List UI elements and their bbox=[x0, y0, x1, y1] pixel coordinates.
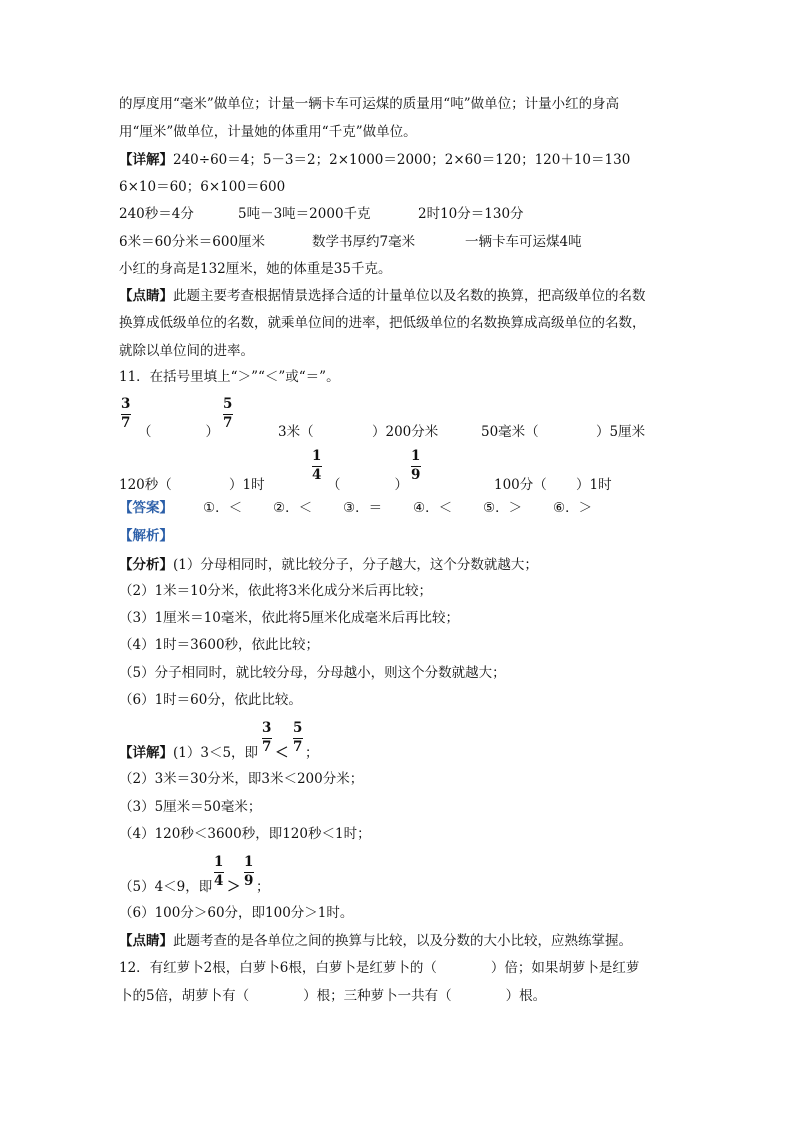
semicolon: ； bbox=[305, 745, 319, 761]
question-12-line: 12．有红萝卜2根，白萝卜6根，白萝卜是红萝卜的（ ）倍；如果胡萝卜是红萝 bbox=[119, 960, 640, 976]
fraction-numerator: 1 bbox=[244, 854, 254, 870]
answer-item: ④．＜ bbox=[413, 500, 453, 516]
detail-line: （2）3米＝30分米，即3米＜200分米； bbox=[119, 771, 364, 787]
compare-item-right: ）200分米 bbox=[372, 424, 439, 440]
fraction-5-7 bbox=[292, 722, 303, 754]
fraction-numerator: 3 bbox=[262, 720, 272, 736]
text-line: 240秒＝4分 bbox=[119, 206, 194, 222]
text-line: 用“厘米”做单位，计量她的体重用“千克”做单位。 bbox=[119, 124, 417, 140]
fraction-3-7 bbox=[261, 722, 272, 754]
answer-item: ⑥．＞ bbox=[553, 500, 593, 516]
fraction-1-4 bbox=[311, 450, 322, 482]
detail-label: 【详解】 bbox=[119, 152, 173, 168]
semicolon: ； bbox=[256, 879, 270, 895]
fraction-numerator: 1 bbox=[411, 448, 421, 464]
detail-line: （4）120秒＜3600秒，即120秒＜1时； bbox=[119, 826, 371, 842]
analysis-text: (1）分母相同时，就比较分子，分子越大，这个分数就越大； bbox=[173, 557, 538, 573]
text-segment: 一辆卡车可运煤4吨 bbox=[465, 234, 582, 250]
analysis-line bbox=[119, 555, 538, 575]
dianjing-line bbox=[119, 931, 632, 951]
fraction-denominator: 9 bbox=[411, 466, 421, 483]
question-12-line: 卜的5倍，胡萝卜有（ ）根；三种萝卜一共有（ ）根。 bbox=[119, 988, 547, 1004]
greater-than-sign: ＞ bbox=[227, 879, 241, 895]
text-segment: 数学书厚约7毫米 bbox=[312, 234, 416, 250]
detail-line bbox=[119, 743, 258, 763]
compare-item-right: ）5厘米 bbox=[596, 424, 646, 440]
answer-item: ②．＜ bbox=[273, 500, 313, 516]
text-segment: 2时10分＝130分 bbox=[418, 206, 524, 222]
dianjing-label: 【点睛】 bbox=[119, 288, 173, 304]
fraction-denominator: 4 bbox=[214, 872, 224, 889]
dianjing-text: 此题考查的是各单位之间的换算与比较，以及分数的大小比较，应熟练掌握。 bbox=[173, 933, 632, 949]
dianjing-label: 【点睛】 bbox=[119, 933, 173, 949]
analysis-label: 【解析】 bbox=[119, 528, 173, 544]
analysis-sub-label: 【分析】 bbox=[119, 557, 173, 573]
fraction-numerator: 1 bbox=[312, 448, 322, 464]
text-line: 小红的身高是132厘米，她的体重是35千克。 bbox=[119, 261, 392, 277]
fraction-1-9 bbox=[243, 856, 254, 888]
fraction-denominator: 7 bbox=[121, 414, 131, 431]
answer-blank[interactable]: （ ） bbox=[327, 477, 408, 493]
question-11-title: 11．在括号里填上“＞”“＜”或“＝”。 bbox=[119, 369, 340, 385]
fraction-denominator: 4 bbox=[312, 466, 322, 483]
fraction-denominator: 9 bbox=[244, 872, 254, 889]
fraction-denominator: 7 bbox=[293, 738, 303, 755]
fraction-1-9 bbox=[410, 450, 421, 482]
detail-line: （5）4＜9，即 bbox=[119, 879, 213, 895]
answer-item: ③．＝ bbox=[343, 500, 383, 516]
analysis-line: （4）1时＝3600秒，依此比较； bbox=[119, 637, 320, 653]
detail-line: （3）5厘米＝50毫米； bbox=[119, 799, 262, 815]
answer-blank[interactable]: （ ） bbox=[138, 424, 219, 440]
dianjing-line bbox=[119, 286, 646, 306]
fraction-5-7 bbox=[222, 398, 233, 430]
analysis-line: （5）分子相同时，就比较分母，分母越小，则这个分数就越大； bbox=[119, 665, 506, 681]
fraction-denominator: 7 bbox=[223, 414, 233, 431]
text-line: 6×10＝60；6×100＝600 bbox=[119, 179, 286, 195]
compare-item-left: 3米（ bbox=[278, 424, 314, 440]
compare-item-left: 120秒（ bbox=[119, 477, 172, 493]
detail-label: 【详解】 bbox=[119, 745, 173, 761]
text-line: 的厚度用“毫米”做单位；计量一辆卡车可运煤的质量用“吨”做单位；计量小红的身高 bbox=[119, 96, 620, 112]
text-line: 就除以单位间的进率。 bbox=[119, 343, 254, 359]
compare-item-left: 50毫米（ bbox=[481, 424, 539, 440]
answer-label: 【答案】 bbox=[119, 500, 173, 516]
fraction-numerator: 5 bbox=[293, 720, 303, 736]
compare-item-right: ）1时 bbox=[576, 477, 612, 493]
fraction-numerator: 3 bbox=[121, 396, 131, 412]
detail-text: (1）3＜5，即 bbox=[173, 745, 259, 761]
detail-text: 240÷60＝4；5－3＝2；2×1000＝2000；2×60＝120；120＋10＝130 bbox=[173, 152, 631, 168]
fraction-numerator: 1 bbox=[214, 854, 224, 870]
fraction-numerator: 5 bbox=[223, 396, 233, 412]
text-line: 6米＝60分米＝600厘米 bbox=[119, 234, 266, 250]
fraction-3-7 bbox=[120, 398, 131, 430]
text-segment: 5吨－3吨＝2000千克 bbox=[238, 206, 371, 222]
detail-line: （6）100分＞60分，即100分＞1时。 bbox=[119, 905, 354, 921]
answer-item: ⑤．＞ bbox=[483, 500, 523, 516]
text-line: 换算成低级单位的名数，就乘单位间的进率，把低级单位的名数换算成高级单位的名数， bbox=[119, 315, 646, 331]
analysis-line: （3）1厘米＝10毫米，依此将5厘米化成毫米后再比较； bbox=[119, 610, 459, 626]
fraction-1-4 bbox=[213, 856, 224, 888]
fraction-denominator: 7 bbox=[262, 738, 272, 755]
analysis-line: （2）1米＝10分米，依此将3米化成分米后再比较； bbox=[119, 583, 432, 599]
dianjing-text: 此题主要考查根据情景选择合适的计量单位以及名数的换算，把高级单位的名数 bbox=[173, 288, 646, 304]
answer-item: ①．＜ bbox=[203, 500, 243, 516]
analysis-line: （6）1时＝60分，依此比较。 bbox=[119, 692, 302, 708]
compare-item-right: ）1时 bbox=[229, 477, 265, 493]
detail-line bbox=[119, 150, 630, 170]
less-than-sign: ＜ bbox=[275, 745, 289, 761]
compare-item-left: 100分（ bbox=[494, 477, 547, 493]
